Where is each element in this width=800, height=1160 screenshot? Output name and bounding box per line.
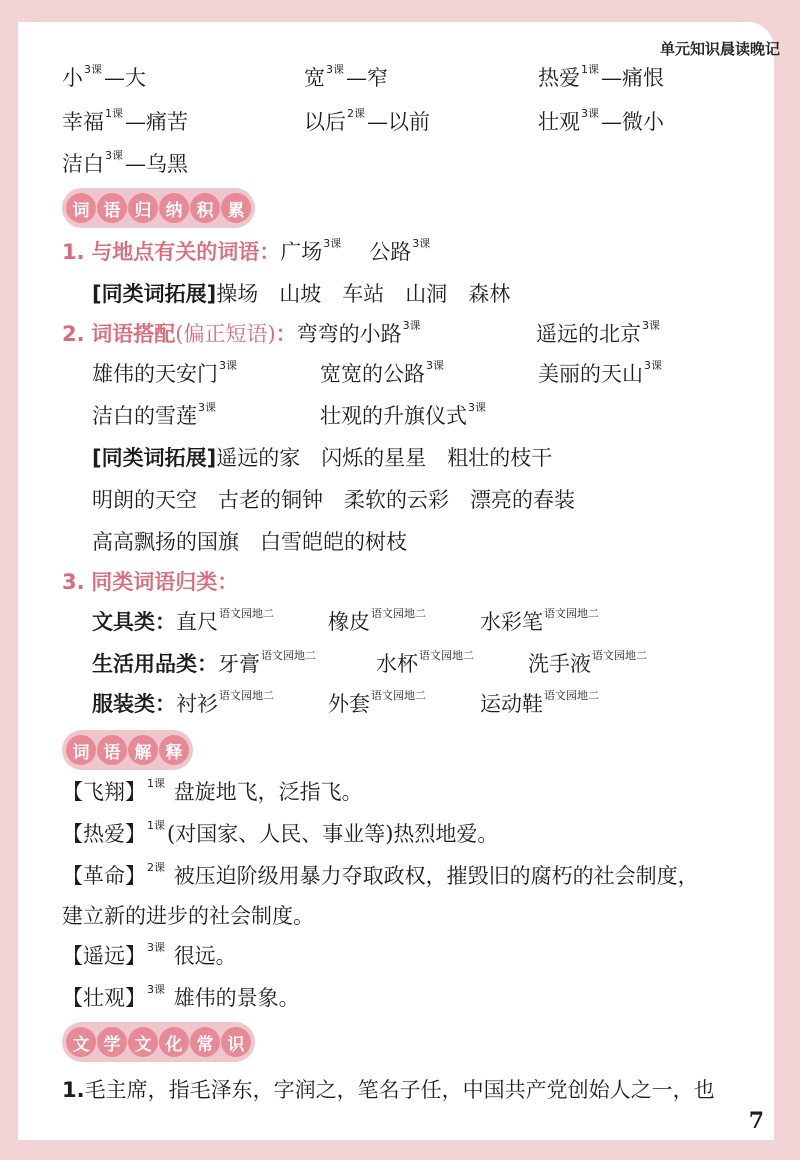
category-item: 水彩笔$^{语文园地二}$ bbox=[480, 607, 599, 634]
collocation: 洁白的雪莲$^{3课}$ bbox=[92, 401, 216, 428]
category-item: 水杯$^{语文园地二}$ bbox=[376, 649, 474, 676]
definition: 【飞翔】$^{1课}$ 盘旋地飞，泛指飞。 bbox=[62, 777, 363, 804]
section-badge-literature bbox=[62, 1022, 255, 1062]
badge-char: 词 bbox=[66, 735, 96, 765]
category-row-daily: 生活用品类：牙膏$^{语文园地二}$ 水杯$^{语文园地二}$ 洗手液$^{语文园地二}$ bbox=[92, 649, 647, 676]
badge-char: 文 bbox=[66, 1027, 96, 1057]
antonym-pair: 热爱$^{1课}$—痛恨 bbox=[538, 63, 664, 90]
badge-char: 学 bbox=[97, 1027, 127, 1057]
category-item: 运动鞋$^{语文园地二}$ bbox=[480, 689, 599, 716]
definition: 【壮观】$^{3课}$ 雄伟的景象。 bbox=[62, 983, 300, 1010]
collocations-row-1: 2. 词语搭配(偏正短语)：弯弯的小路$^{3课}$ 遥远的北京$^{3课}$ bbox=[62, 319, 660, 346]
badge-char: 识 bbox=[221, 1027, 251, 1057]
category-item: 洗手液$^{语文园地二}$ bbox=[528, 649, 647, 676]
section-badge-definitions bbox=[62, 730, 193, 770]
antonym-pair: 壮观$^{3课}$—微小 bbox=[538, 107, 664, 134]
collocation: 宽宽的公路$^{3课}$ bbox=[320, 359, 444, 386]
category-item: 橡皮$^{语文园地二}$ bbox=[328, 607, 426, 634]
definition: 【热爱】$^{1课}$(对国家、人民、事业等)热烈地爱。 bbox=[62, 819, 499, 846]
category-row-clothing: 服装类：衬衫$^{语文园地二}$ 外套$^{语文园地二}$ 运动鞋$^{语文园地二}$ bbox=[92, 689, 599, 716]
item-number: 1. bbox=[62, 240, 85, 264]
antonym-pair: 洁白$^{3课}$—乌黑 bbox=[62, 149, 188, 176]
badge-char: 常 bbox=[190, 1027, 220, 1057]
antonym-pair: 小$^{3课}$—大 bbox=[62, 63, 146, 90]
antonym-pair: 以后$^{2课}$—以前 bbox=[304, 107, 430, 134]
collocations-ext-1: [同类词拓展]遥远的家 闪烁的星星 粗壮的枝干 bbox=[92, 446, 553, 470]
category-item: 外套$^{语文园地二}$ bbox=[328, 689, 426, 716]
collocations-ext-3: 高高飘扬的国旗 白雪皑皑的树枝 bbox=[92, 530, 407, 554]
place-words: 1. 与地点有关的词语：广场$^{3课}$ 公路$^{3课}$ bbox=[62, 237, 431, 264]
collocations-ext-2: 明朗的天空 古老的铜钟 柔软的云彩 漂亮的春装 bbox=[92, 488, 575, 512]
category-heading: 3. 同类词语归类： bbox=[62, 570, 239, 594]
item-label: 与地点有关的词语： bbox=[91, 240, 281, 264]
badge-char: 积 bbox=[190, 193, 220, 223]
badge-char: 词 bbox=[66, 193, 96, 223]
collocation: 遥远的北京$^{3课}$ bbox=[536, 319, 660, 346]
page-number: 7 bbox=[748, 1108, 764, 1134]
definition-continued: 建立新的进步的社会制度。 bbox=[62, 904, 314, 928]
antonym-pair: 宽$^{3课}$—窄 bbox=[304, 63, 388, 90]
antonym-pair: 幸福$^{1课}$—痛苦 bbox=[62, 107, 188, 134]
section-badge-vocab bbox=[62, 188, 255, 228]
badge-char: 纳 bbox=[159, 193, 189, 223]
place-words-ext: [同类词拓展]操场 山坡 车站 山洞 森林 bbox=[92, 282, 511, 306]
category-row-stationery: 文具类：直尺$^{语文园地二}$ 橡皮$^{语文园地二}$ 水彩笔$^{语文园地二}$ bbox=[92, 607, 599, 634]
badge-char: 解 bbox=[128, 735, 158, 765]
badge-char: 语 bbox=[97, 735, 127, 765]
running-header: 单元知识晨读晚记 bbox=[659, 40, 780, 58]
badge-char: 文 bbox=[128, 1027, 158, 1057]
collocation: 壮观的升旗仪式$^{3课}$ bbox=[320, 401, 486, 428]
collocation: 雄伟的天安门$^{3课}$ bbox=[92, 359, 237, 386]
badge-char: 释 bbox=[159, 735, 189, 765]
badge-char: 累 bbox=[221, 193, 251, 223]
collocation: 美丽的天山$^{3课}$ bbox=[538, 359, 662, 386]
ext-label: [同类词拓展] bbox=[92, 282, 217, 306]
badge-char: 归 bbox=[128, 193, 158, 223]
badge-char: 语 bbox=[97, 193, 127, 223]
definition: 【革命】$^{2课}$ 被压迫阶级用暴力夺取政权，摧毁旧的腐朽的社会制度， bbox=[62, 861, 699, 888]
definition: 【遥远】$^{3课}$ 很远。 bbox=[62, 941, 237, 968]
literature-item: 1.毛主席，指毛泽东，字润之，笔名子任，中国共产党创始人之一，也 bbox=[62, 1078, 715, 1102]
badge-char: 化 bbox=[159, 1027, 189, 1057]
